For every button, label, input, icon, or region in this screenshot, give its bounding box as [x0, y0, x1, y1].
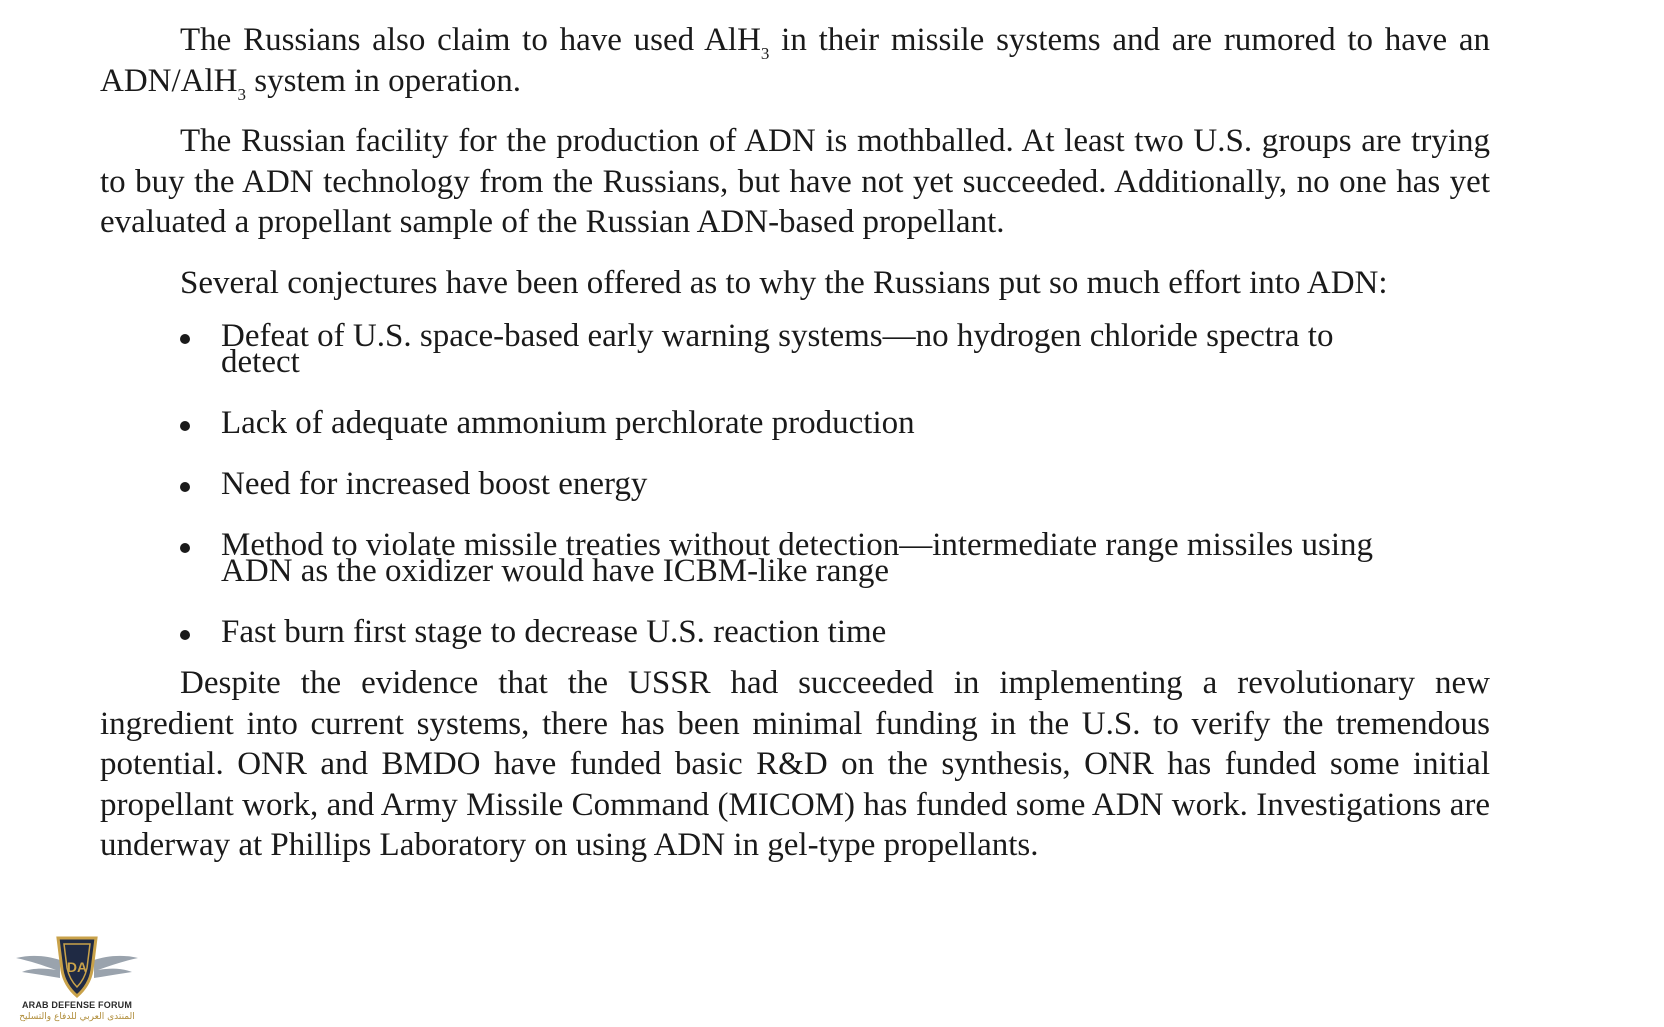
list-item — [100, 527, 1390, 589]
arab-defense-forum-logo-icon — [12, 930, 142, 1000]
watermark-logo — [12, 930, 142, 1022]
list-item-text: Defeat of U.S. space-based early warning systems—no hydrogen chloride spectra to detect — [221, 318, 1334, 380]
subscript-3: 3 — [760, 44, 770, 63]
bullet-icon — [180, 482, 190, 492]
list-item — [100, 466, 1390, 502]
paragraph-alh3-text-2: in their missile systems and are rumored to have an ADN/AlH — [100, 22, 1490, 99]
paragraph-alh3-text-3: system in operation. — [246, 62, 521, 99]
paragraph-funding: Despite the evidence that the USSR had succeeded in implementing a revolutionary new ingredient into current systems, there has been minimal funding in the U.S. to verify the tremendous potential. ONR and BMDO have funded basic R&D on the synthesis, ONR has funded some initial propellant work, and Army Missile Command (MICOM) has funded some ADN work. Investigations are underway at Phillips Laboratory on using ADN in gel-type propellants. — [100, 665, 1490, 863]
bullet-icon — [180, 334, 190, 344]
list-item — [100, 405, 1390, 441]
paragraph-alh3-text-1: The Russians also claim to have used AlH — [180, 22, 761, 58]
logo-name-english: ARAB DEFENSE FORUM — [21, 1000, 133, 1010]
list-item-text: Lack of adequate ammonium perchlorate production — [221, 405, 915, 441]
conjecture-list — [100, 318, 1490, 650]
list-item-text: Fast burn first stage to decrease U.S. reaction time — [221, 614, 887, 650]
list-item-text: Need for increased boost energy — [221, 466, 648, 502]
list-item — [100, 318, 1390, 380]
paragraph-russian-facility: The Russian facility for the production of ADN is mothballed. At least two U.S. groups are trying to buy the ADN technology from the Russians, but have not yet succeeded. Additionally, no one has yet evaluated a propellant sample of the Russian ADN-based propellant. — [100, 123, 1490, 240]
paragraph-alh3 — [100, 20, 1490, 104]
paragraph-conjectures: Several conjectures have been offered as to why the Russians put so much effort into ADN: — [180, 264, 1388, 301]
list-item-text: Method to violate missile treaties without detection—intermediate range missiles using ADN as the oxidizer would have ICBM-like range — [221, 527, 1374, 589]
logo-initials: DA — [66, 959, 88, 975]
document-page — [100, 20, 1490, 886]
subscript-3: 3 — [237, 84, 246, 104]
logo-name-arabic: المنتدى العربي للدفاع والتسليح — [19, 1012, 135, 1022]
bullet-icon — [180, 421, 190, 431]
list-item — [100, 614, 1390, 650]
bullet-icon — [180, 630, 190, 640]
bullet-icon — [180, 543, 190, 553]
